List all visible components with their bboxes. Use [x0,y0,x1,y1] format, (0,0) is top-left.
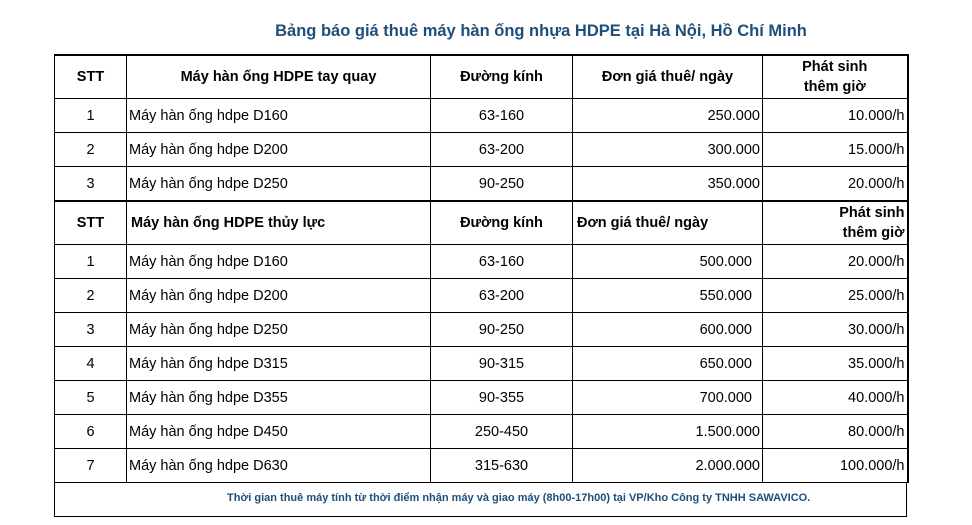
cell-diameter: 63-160 [431,245,573,279]
table-row [55,415,908,449]
cell-name: Máy hàn ống hdpe D160 [127,245,431,279]
table-row [55,381,908,415]
note-box [54,483,907,517]
cell-extra: 80.000/h [763,415,908,449]
header-stt: STT [55,55,127,99]
table-row [55,449,908,483]
cell-price: 2.000.000 [573,449,763,483]
header-diameter: Đường kính [431,55,573,99]
cell-diameter: 90-355 [431,381,573,415]
rental-note: Thời gian thuê máy tính từ thời điểm nhận máy và giao máy (8h00-17h00) tại VP/Kho Công ty TNHH SAWAVICO. [227,492,811,504]
header-name: Máy hàn ống HDPE tay quay [127,55,431,99]
header-extra-line1: Phát sinh [839,205,905,221]
cell-price: 600.000 [573,313,763,347]
cell-name: Máy hàn ống hdpe D355 [127,381,431,415]
section2-header-row [55,201,908,245]
cell-stt: 7 [55,449,127,483]
cell-stt: 2 [55,133,127,167]
table-row [55,133,908,167]
cell-name: Máy hàn ống hdpe D250 [127,313,431,347]
cell-price: 650.000 [573,347,763,381]
cell-stt: 1 [55,99,127,133]
cell-name: Máy hàn ống hdpe D160 [127,99,431,133]
cell-diameter: 63-200 [431,279,573,313]
cell-diameter: 90-250 [431,313,573,347]
header-extra-line2: thêm giờ [803,79,866,95]
cell-diameter: 63-200 [431,133,573,167]
cell-name: Máy hàn ống hdpe D200 [127,133,431,167]
header-extra-line2: thêm giờ [842,225,905,241]
cell-price: 300.000 [573,133,763,167]
cell-extra: 15.000/h [763,133,908,167]
cell-name: Máy hàn ống hdpe D630 [127,449,431,483]
cell-diameter: 315-630 [431,449,573,483]
cell-price: 700.000 [573,381,763,415]
section1-header-row [55,55,908,99]
cell-stt: 3 [55,313,127,347]
cell-name: Máy hàn ống hdpe D250 [127,167,431,202]
cell-price: 250.000 [573,99,763,133]
table-row [55,99,908,133]
cell-stt: 1 [55,245,127,279]
table-row [55,279,908,313]
header-extra [763,201,908,245]
price-table [54,54,909,483]
cell-name: Máy hàn ống hdpe D315 [127,347,431,381]
table-row [55,313,908,347]
cell-name: Máy hàn ống hdpe D200 [127,279,431,313]
table-row [55,167,908,202]
cell-price: 350.000 [573,167,763,202]
cell-stt: 2 [55,279,127,313]
header-extra [763,55,908,99]
cell-price: 500.000 [573,245,763,279]
cell-stt: 6 [55,415,127,449]
cell-diameter: 90-250 [431,167,573,202]
cell-extra: 20.000/h [763,167,908,202]
page-title: Bảng báo giá thuê máy hàn ống nhựa HDPE tại Hà Nội, Hồ Chí Minh [275,22,807,40]
table-row [55,347,908,381]
cell-extra: 25.000/h [763,279,908,313]
cell-stt: 3 [55,167,127,202]
cell-price: 550.000 [573,279,763,313]
cell-extra: 20.000/h [763,245,908,279]
cell-extra: 100.000/h [763,449,908,483]
cell-price: 1.500.000 [573,415,763,449]
cell-diameter: 63-160 [431,99,573,133]
cell-stt: 4 [55,347,127,381]
header-name: Máy hàn ống HDPE thủy lực [127,201,431,245]
price-sheet [54,54,907,517]
header-diameter: Đường kính [431,201,573,245]
cell-extra: 10.000/h [763,99,908,133]
header-price: Đơn giá thuê/ ngày [573,201,763,245]
cell-extra: 35.000/h [763,347,908,381]
cell-extra: 30.000/h [763,313,908,347]
cell-diameter: 250-450 [431,415,573,449]
header-stt: STT [55,201,127,245]
table-row [55,245,908,279]
cell-stt: 5 [55,381,127,415]
cell-diameter: 90-315 [431,347,573,381]
header-price: Đơn giá thuê/ ngày [573,55,763,99]
cell-name: Máy hàn ống hdpe D450 [127,415,431,449]
header-extra-line1: Phát sinh [802,59,868,75]
cell-extra: 40.000/h [763,381,908,415]
